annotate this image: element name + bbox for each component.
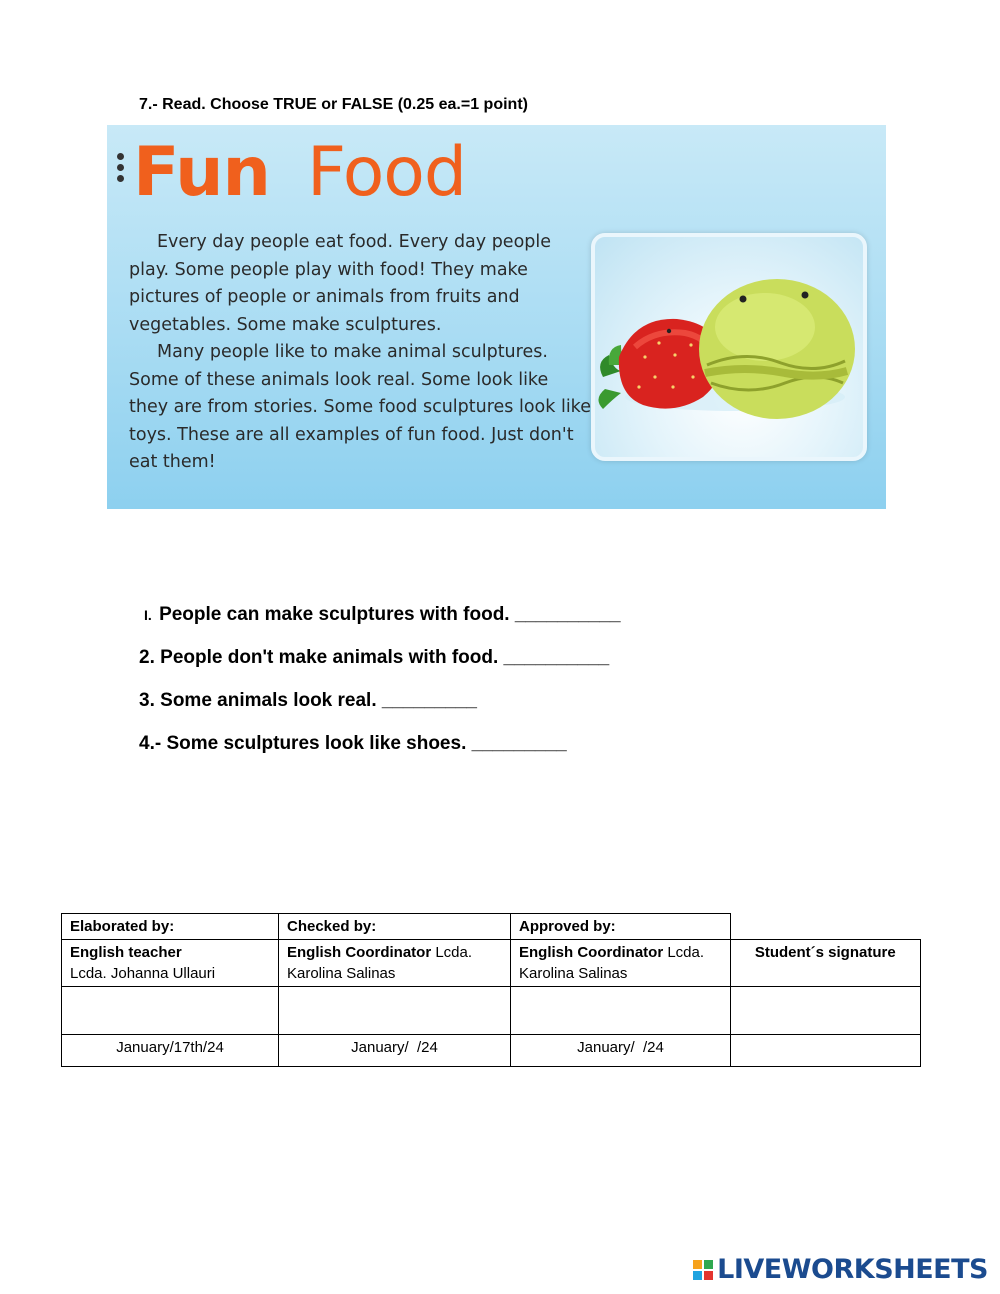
table-row [62, 940, 921, 987]
checked-role: English Coordinator [287, 944, 432, 961]
cell-elaborated-info [62, 940, 279, 987]
logo-square [704, 1260, 713, 1269]
question-1 [139, 600, 621, 643]
cell-checked-info [279, 940, 511, 987]
signature-space-elaborated [62, 987, 279, 1035]
table-row [62, 914, 921, 940]
passage-paragraph-1: Every day people eat food. Every day people play. Some people play with food! They make pictures of people or animals from fruits and vegetables. Some make sculptures. [129, 232, 552, 335]
bullet-dots-icon [117, 153, 125, 186]
logo-squares-icon [693, 1260, 713, 1280]
logo-square [693, 1271, 702, 1280]
header-approved: Approved by: [511, 914, 731, 940]
checked-name: Karolina Salinas [287, 965, 396, 982]
exercise-heading: 7.- Read. Choose TRUE or FALSE (0.25 ea.=1 point) [139, 96, 528, 113]
reading-panel [107, 125, 886, 509]
date-elaborated: January/17th/24 [62, 1035, 279, 1067]
question-number: 2. [139, 647, 155, 668]
signature-space-student [731, 987, 921, 1035]
fruit-photo [591, 233, 867, 461]
header-elaborated: Elaborated by: [62, 914, 279, 940]
table-row [62, 1035, 921, 1067]
question-4 [139, 729, 621, 772]
logo-square [693, 1260, 702, 1269]
date-student [731, 1035, 921, 1067]
question-text: Some animals look real. _________ [160, 690, 477, 711]
question-2 [139, 643, 621, 686]
student-signature-label: Student´s signature [731, 940, 921, 987]
question-3 [139, 686, 621, 729]
signature-table [61, 913, 921, 1067]
question-number: 3. [139, 690, 155, 711]
title-food: Food [307, 133, 467, 212]
elaborated-role: English teacher [70, 944, 182, 961]
true-false-questions [139, 600, 621, 772]
date-checked: January/ /24 [279, 1035, 511, 1067]
question-number: 4.- [139, 733, 162, 754]
question-text: People don't make animals with food. __________ [160, 647, 610, 668]
approved-role: English Coordinator [519, 944, 664, 961]
date-approved: January/ /24 [511, 1035, 731, 1067]
table-row [62, 987, 921, 1035]
reading-passage [129, 229, 591, 477]
signature-space-approved [511, 987, 731, 1035]
checked-title: Lcda. [435, 944, 473, 961]
question-number: I. [144, 607, 152, 623]
cell-approved-info [511, 940, 731, 987]
approved-name: Karolina Salinas [519, 965, 628, 982]
elaborated-name: Lcda. Johanna Ullauri [70, 965, 216, 982]
approved-title: Lcda. [667, 944, 705, 961]
title-fun: Fun [133, 133, 270, 212]
logo-square [704, 1271, 713, 1280]
passage-paragraph-2: Many people like to make animal sculptures. Some of these animals look real. Some look like they are from stories. Some food sculptures look like toys. These are all examples of fun food. Just don't eat them! [129, 342, 591, 472]
logo-text: LIVEWORKSHEETS [717, 1254, 988, 1285]
fruit-sculpture-illustration [595, 237, 863, 457]
signature-space-checked [279, 987, 511, 1035]
question-text: Some sculptures look like shoes. _________ [166, 733, 567, 754]
header-checked: Checked by: [279, 914, 511, 940]
header-blank [731, 914, 921, 940]
question-text: People can make sculptures with food. __________ [159, 604, 621, 625]
liveworksheets-logo [693, 1254, 988, 1285]
